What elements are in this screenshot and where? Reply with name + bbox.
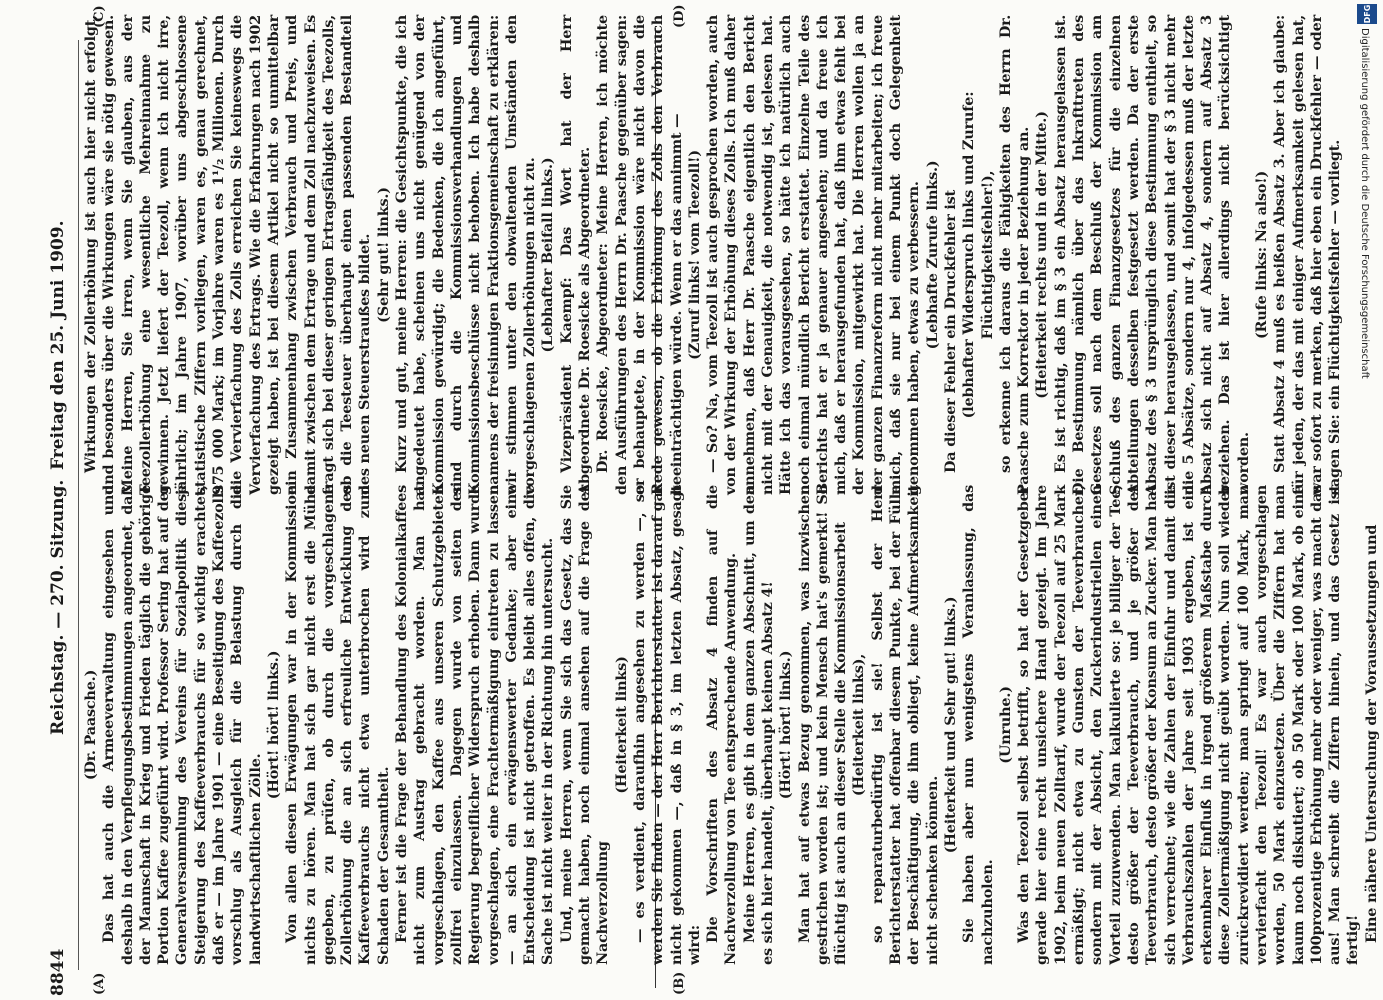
paragraph: (Hört! hört! links.) [777,650,795,800]
paragraph: Es ist richtig, daß im § 3 ein Absatz herausgelassen ist. Die Bestimmung nämlich über das Inkrafttreten des Gesetzes soll nach dem Beschluß der Kommission am Schluß des ganzen Finanzgesetzes für die einzelnen Abteilungen desselben festgesetzt werden. Da der erste Absatz des § 3 ursprünglich diese Bestimmung enthielt, so ist dieser herausgelassen, und somit hat der § 3 nicht mehr die 5 Absätze, sondern nur 4, infolgedessen muß der letzte Absatz sich nicht auf Absatz 4, sondern auf Absatz 3 beziehen. Das ist hier allerdings nicht berücksichtigt worden. [1051,15,1252,495]
paragraph: Sie haben aber nun wenigstens Veranlassung, das nachzuholen. [960,485,996,965]
paragraph: (Rufe links: Na also!) [1253,170,1270,340]
paragraph: Meine Herren, es gibt in dem ganzen Abschnitt, um den es sich hier handelt, überhaupt keinen Absatz 4! [740,485,776,965]
margin-mark-d: (D) [672,4,687,28]
running-header [48,0,78,1000]
paragraph: Kurz und gut, meine Herren: die Gesichtspunkte, die ich angedeutet habe, scheinen uns nicht genügend von der Kommission gewürdigt; die Bedenken, die ich angeführt, sind durch die Kommissionsverhandlungen und Kommissionsbeschlüsse nicht behoben. Ich habe deshalb namens der freisinnigen Fraktionsgemeinschaft zu erklären: wir stimmen unter den obwaltenden Umständen den vorgeschlagenen Zollerhöhungen nicht zu. [393,15,539,495]
right-column-rotator [82,5,1344,495]
paragraph: Die Vorschriften des Absatz 4 finden auf die Nachverzollung von Tee entsprechende Anwendung. [704,485,740,965]
paragraph: so erkenne ich daraus die Fähigkeiten des Herrn Dr. Paasche zum Korrektor in jeder Beziehung an. [996,15,1033,495]
paragraph: (Lebhafter Beifall links.) [539,157,557,353]
paragraph: (lebhafter Widerspruch links und Zurufe: Flüchtigkeitsfehler!), [960,91,996,419]
header-rule [78,40,79,970]
paragraph: Vizepräsident Kaempf: Das Wort hat der Herr Abgeordnete Dr. Roesicke als Abgeordneter. [557,15,594,495]
paragraph: (Heiterkeit rechts und in der Mitte.) [1033,111,1051,399]
paragraph: — So? Na, vom Teezoll ist auch gesprochen worden, auch von der Wirkung der Erhöhung dieses Zolls. Ich muß daher annehmen, daß Herr Dr. Paasche eigentlich den Bericht nicht mit der Genauigkeit, die notwendig ist, gelesen hat. Hätte ich das vorausgesehen, so hätte ich natürlich auch noch einmal mündlich Bericht erstattet. Einzelne Teile des Berichts hat er ja genauer angesehen; und da freue ich mich, daß er herausgefunden hat, daß ihm etwas fehlt bei der Kommission, mitgewirkt hat. Die Herren wollen ja an der ganzen Finanzreform nicht mehr mitarbeiten; ich freue mich, daß sie nur bei einem Punkt doch Gelegenheit genommen haben, etwas zu verbessern. [704,15,923,495]
left-column [82,485,1380,965]
left-column-rotator [82,485,1380,995]
paragraph: Statt Absatz 4 muß es heißen Absatz 3. Aber ich glaube: für jeden, der das mit einiger Aufmerksamkeit gelesen hat, war sofort zu merken, daß hier eben ein Druckfehler — oder sagen Sie: ein Flüchtigkeitsfehler — vorliegt. [1271,15,1344,495]
paragraph: Das hat auch die Armeeverwaltung eingesehen und deshalb in den Verpflegungsbestimmungen angeordnet, daß der Mannschaft in Krieg und Frieden täglich die gehörige Portion Kaffee zugeführt wird. Professor Sering hat auf der Generalversammlung des Vereins für Sozialpolitik diese Steigerung des Kaffeeverbrauchs für so wichtig erachtet, daß er — im Jahre 1901 — eine Beseitigung des Kaffeezolls vorschlug als Ausgleich für die Belastung durch die landwirtschaftlichen Zölle. [100,485,264,965]
paragraph: Ferner ist die Frage der Behandlung des Kolonialkaffees nicht zum Austrag gebracht worden. Man hat vorgeschlagen, den Kaffee aus unseren Schutzgebieten zollfrei einzulassen. Dagegen wurde von seiten der Regierung begreiflicher Widerspruch erhoben. Dann wurde vorgeschlagen, eine Frachtermäßigung eintreten zu lassen — an sich ein erwägenswerter Gedanke; aber eine Entscheidung ist nicht getroffen. Es bleibt alles offen, die Sache ist nicht weiter in der Richtung hin untersucht. [393,485,557,965]
paragraph: (Sehr gut! links.) [374,187,392,323]
paragraph: (Zuruf links! vom Teezoll!) [685,150,703,360]
paragraph: (Hört! hört! links.) [264,650,282,800]
right-column [82,15,1344,495]
paragraph: Man hat auf etwas Bezug genommen, was inzwischen gestrichen worden ist; und kein Mensch hat's gemerkt! So flüchtig ist auch an dieser Stelle die Kommissionsarbeit [795,485,850,965]
dfg-logo: DFG [1357,4,1377,24]
paragraph: Eine nähere Untersuchung der Voraussetzungen und [1362,524,1380,943]
paragraph: — es verdient, daraufhin angesehen zu werden —, so werden Sie finden — der Herr Berichterstatter ist darauf gar nicht gekommen —, daß in § 3, im letzten Absatz, gesagt wird: [630,485,703,965]
digitization-credit: Digitalisierung gefördert durch die Deutsche Forschungsgemeinschaft [1359,28,1370,379]
paragraph: Von allen diesen Erwägungen war in der Kommission nichts zu hören. Man hat sich gar nicht erst die Mühe gegeben, zu prüfen, ob durch die vorgeschlagene Zollerhöhung die an sich erfreuliche Entwicklung des Kaffeeverbrauchs nicht etwa unterbrochen wird zum Schaden der Gesamtheit. [283,485,392,965]
publication-title: Reichstag. — 270. Sitzung. [48,479,68,735]
margin-mark-b: (B) [672,971,687,995]
paragraph: Was den Teezoll selbst betrifft, so hat der Gesetzgeber gerade hier eine recht unsichere Hand gezeigt. Im Jahre 1902, beim neuen Zolltarif, wurde der Teezoll auf 25 Mark ermäßigt; nicht etwa zu Gunsten der Teeverbraucher, sondern mit der Absicht, den Zuckerindustriellen einen Vorteil zuzuwenden. Man kalkulierte so: je billiger der Tee, desto größer der Teeverbrauch, und je größer der Teeverbrauch, desto größer der Konsum an Zucker. Man hat sich verrechnet; wie die Zahlen der Einfuhr und damit die Verbrauchszahlen der Jahre seit 1903 ergeben, ist ein erkennbarer Einfluß in irgend größerem Maßstabe durch diese Zollermäßigung nicht geübt worden. Nun soll wieder zurückrevidiert werden; man springt auf 100 Mark, man vervierfacht den Teezoll! Es war auch vorgeschlagen worden, 50 Mark einzusetzen. Über die Ziffern hat man kaum noch diskutiert; ob 50 Mark oder 100 Mark, ob eine 100prozentige Erhöhung mehr oder weniger, was macht das aus! Man schreibt die Ziffern hinein, und das Gesetz ist fertig! [1015,485,1362,965]
paragraph: so reparaturbedürftig ist sie! Selbst der Herr Berichterstatter hat offenbar diesem Punkte, bei der Fülle der Beschäftigung, die ihm obliegt, keine Aufmerksamkeit nicht schenken können. [868,485,941,965]
paragraph: (Lebhafte Zurufe links.) [923,160,941,350]
paragraph: Und, meine Herren, wenn Sie sich das Gesetz, das Sie gemacht haben, noch einmal ansehen auf die Frage der Nachverzollung [557,485,612,965]
margin-mark-a: (A) [92,972,107,995]
paragraph: (Unruhe.) [996,686,1014,764]
paragraph: (Heiterkeit und Sehr gut! links.) [941,596,959,854]
paragraph: (Heiterkeit links) [612,656,630,794]
paragraph: (Heiterkeit links), [850,653,868,797]
paragraph: (Dr. Paasche.) [82,669,99,781]
margin-mark-c: (C) [92,5,107,28]
page-number: 8844 [48,948,68,996]
paragraph: Dr. Roesicke, Abgeordneter: Meine Herren, ich möchte den Ausführungen des Herrn Dr. Paasche gegenüber sagen: er behauptete, in der Kommission wäre nicht davon die Rede gewesen, ob die Erhöhung des Zolls den Verbrauch beeinträchtigen würde. Wenn er das annimmt — [594,15,685,495]
session-date: Freitag den 25. Juni 1909. [48,220,68,470]
paragraph: Wirkungen der Zollerhöhung ist auch hier nicht erfolgt, und besonders über die Wirkungen wäre sie nötig gewesen. Meine Herren, Sie irren, wenn Sie glauben, aus der Teezollerhöhung eine wesentliche Mehreinnahme zu gewinnen. Jetzt liefert der Teezoll, wenn ich nicht irre, jährlich; im Jahre 1907, worüber uns abgeschlossene statistische Ziffern vorliegen, waren es, genau gerechnet, 975 000 Mark; im Vorjahre waren es 1¹/₂ Millionen. Durch die Vervierfachung des Zolls erreichen Sie keineswegs die Vervierfachung des Ertrags. Wie die Erfahrungen nach 1902 gezeigt haben, ist bei diesem Artikel nicht so unmittelbar ein Zusammenhang zwischen Verbrauch und Preis, und damit zwischen dem Ertrage und dem Zoll nachzuweisen. Es fragt sich bei dieser geringen Ertragsfähigkeit des Teezolls, ob die Teesteuer überhaupt einen passenden Bestandteil des neuen Steuerstraußes bildet. [82,15,374,495]
paragraph: Da dieser Fehler ein Druckfehler ist [941,189,959,473]
